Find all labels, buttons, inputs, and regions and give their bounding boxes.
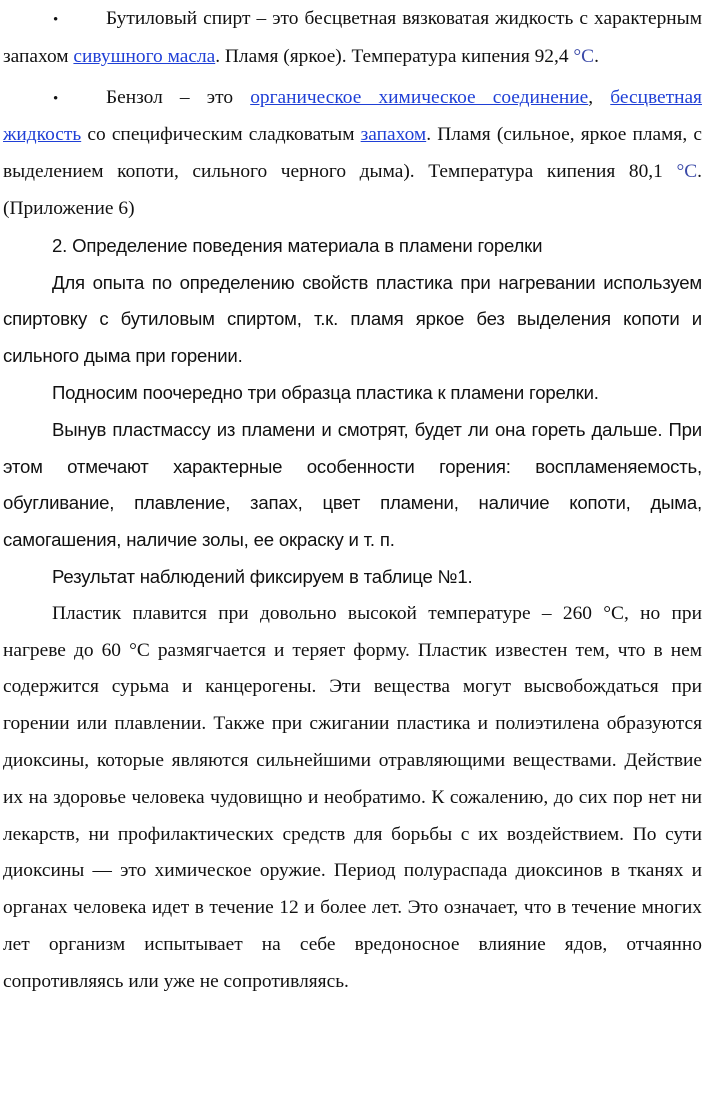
bullet-text: Бутиловый спирт – это бесцветная вязковатая жидкость с характерным запахом: [3, 8, 702, 67]
bullet-dot: •: [53, 12, 59, 28]
bullet-text: со специфическим сладковатым: [81, 124, 361, 146]
link-colorless-liquid[interactable]: бесцветная жидкость: [3, 86, 702, 146]
paragraph-experiment: Для опыта по определению свойств пластика при нагревании используем спиртовку с бутиловым спиртом, т.к. пламя яркое без выделения копоти и сильного дыма при горении.: [3, 271, 702, 367]
section-heading: 2. Определение поведения материала в пламени горелки: [52, 234, 543, 256]
bullet-text: ,: [588, 86, 611, 108]
bullet-dot: •: [53, 90, 59, 107]
degree-unit: °C: [676, 161, 698, 183]
bullet-benzene: [3, 80, 702, 228]
bullet-text: . Пламя (яркое). Температура кипения 92,4: [215, 45, 574, 67]
bullet-text: . (Приложение 6): [3, 161, 702, 219]
bullet-text: . Пламя (сильное, яркое пламя, с выделением копоти, сильного черного дыма). Температура кипения 80,1: [3, 124, 702, 183]
bullet-text: Бензол – это: [106, 86, 251, 108]
bullet-text: .: [594, 45, 599, 67]
link-organic-compound[interactable]: органическое химическое соединение: [250, 86, 589, 108]
paragraph-observation: Вынув пластмассу из пламени и смотрят, будет ли она гореть дальше. При этом отмечают характерные особенности горения: воспламеняемость, обугливание, плавление, запах, цвет пламени, наличие копоти, дыма, самогашения, наличие золы, ее окраску и т. п.: [3, 418, 702, 551]
bullet-butyl-alcohol: [3, 1, 702, 76]
paragraph-plastic: Пластик плавится при довольно высокой температуре – 260 °C, но при нагреве до 60 °C размягчается и теряет форму. Пластик известен тем, что в нем содержится сурьма и канцерогены. Эти вещества могут высвобождаться при горении или плавлении. Также при сжигании пластика и полиэтилена образуются диоксины, которые являются сильнейшими отравляющими веществами. Действие их на здоровье человека чудовищно и необратимо. К сожалению, до сих пор нет ни лекарств, ни профилактических средств для борьбы с их воздействием. По сути диоксины — это химическое оружие. Период полураспада диоксинов в тканях и органах человека идет в течение 12 и более лет. Это означает, что в течение многих лет организм испытывает на себе вредоносное влияние ядов, отчаянно сопротивляясь или уже не сопротивляясь.: [3, 602, 702, 992]
link-odor[interactable]: запахом: [360, 124, 427, 146]
paragraph-result: Результат наблюдений фиксируем в таблице №1.: [52, 565, 473, 587]
link-fusel-oil[interactable]: сивушного масла: [73, 45, 216, 67]
degree-unit: °C: [573, 45, 595, 67]
paragraph-samples: Подносим поочередно три образца пластика к пламени горелки.: [52, 381, 599, 403]
